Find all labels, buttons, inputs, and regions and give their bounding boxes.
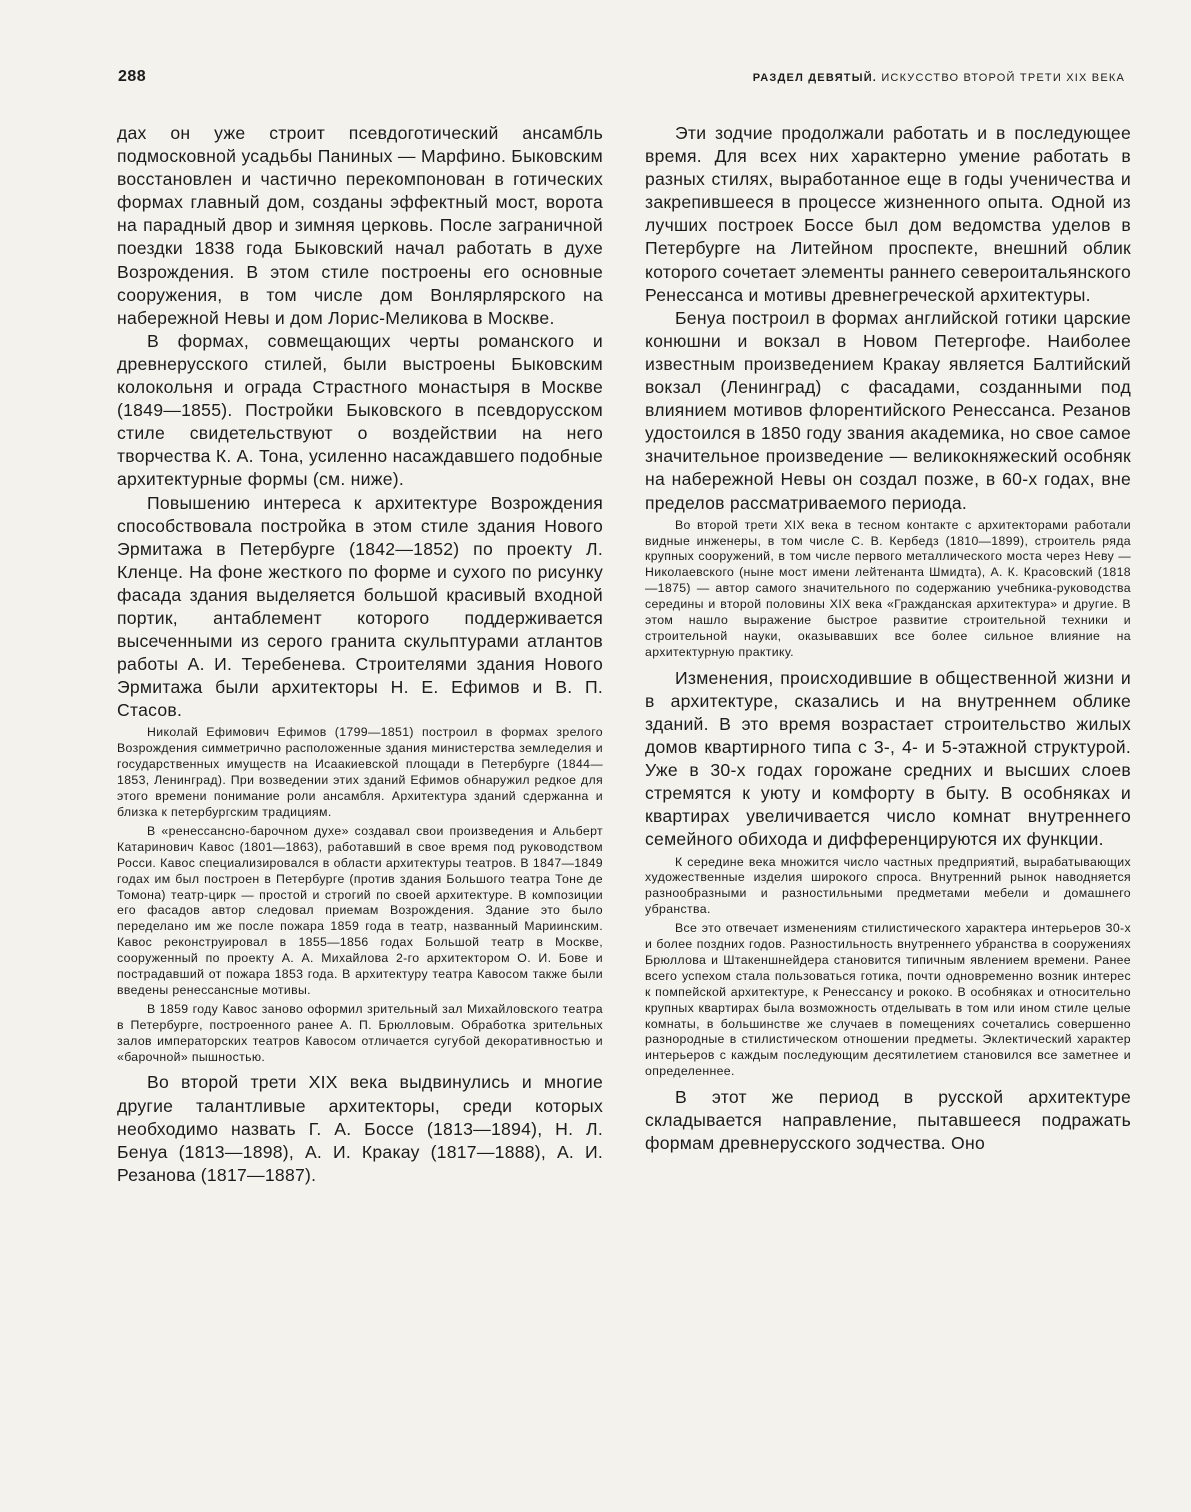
note-paragraph: Во второй трети XIX века в тесном контакте с архитекторами работали видные инженеры, в том числе С. В. Кербедз (1810—1899), строитель ряда крупных сооружений, в том числе первого металлического моста через Неву — Николаевского (ныне мост имени лейтенанта Шмидта), А. К. Красовский (1818—1875) — автор самого значительного по содержанию учебника-руководства середины и второй половины XIX века «Гражданская архитектура» и другие. В этом нашло выражение быстрое развитие строительной техники и строительной науки, оказывавших все более сильное влияние на архитектурную практику. xyxy=(645,517,1131,659)
running-head-section: РАЗДЕЛ ДЕВЯТЫЙ. xyxy=(752,72,878,84)
running-head-subtitle: ИСКУССТВО ВТОРОЙ ТРЕТИ XIX ВЕКА xyxy=(881,72,1125,84)
paragraph: В этот же период в русской архитектуре складывается направление, пытавшееся подражать формам древнерусского зодчества. Оно xyxy=(645,1087,1131,1154)
note-paragraph: Николай Ефимович Ефимов (1799—1851) построил в формах зрелого Возрождения симметрично расположенные здания министерства земледелия и государственных имуществ на Исаакиевской площади в Петербурге (1844—1853, Ленинград). При возведении этих зданий Ефимов обнаружил редкое для этого времени понимание роли ансамбля. Архитектура зданий сдержанна и близка к петербургским традициям. xyxy=(117,725,603,819)
paragraph: Бенуа построил в формах английской готики царские конюшни и вокзал в Новом Петергофе. Наиболее известным произведением Кракау является Балтийский вокзал (Ленинград) с фасадами, созданными под влиянием мотивов флорентийского Ренессанса. Резанов удостоился в 1850 году звания академика, но свое самое значительное произведение — великокняжеский особняк на набережной Невы он создал позже, в 60-х годах, вне пределов рассматриваемого периода. xyxy=(645,307,1131,513)
paragraph: Повышению интереса к архитектуре Возрождения способствовала постройка в этом стиле здания Нового Эрмитажа в Петербурге (1842—1852) по проекту Л. Кленце. На фоне жесткого по форме и сухого по рисунку фасада здания выделяется большой красивый входной портик, антаблемент которого поддерживается высеченными из серого гранита скульптурами атлантов работы А. И. Теребенева. Строителями здания Нового Эрмитажа были архитекторы Н. Е. Ефимов и В. П. Стасов. xyxy=(117,492,603,721)
note-paragraph: В «ренессансно-барочном духе» создавал свои произведения и Альберт Катаринович Кавос (1801—1863), работавший в свое время под руководством Росси. Кавос специализировался в области архитектуры театров. В 1847—1849 годах им был построен в Петербурге (против здания Большого театра Тоне де Томона) театр-цирк — простой и строгий по своей архитектуре. В композиции его фасадов автор следовал приемам Возрождения. Здание это было переделано им же после пожара 1859 года в театр, названный Мариинским. Кавос реконструировал в 1855—1856 годах Большой театр в Москве, сооруженный по проекту А. А. Михайлова 2-го архитектором О. И. Бове и пострадавший от пожара 1853 года. В архитектуру театра Кавосом также были введены ренессансные мотивы. xyxy=(117,823,603,997)
paragraph: Эти зодчие продолжали работать и в последующее время. Для всех них характерно умение работать в разных стилях, выработанное еще в годы ученичества и закрепившееся в процессе жизненного опыта. Одной из лучших построек Боссе был дом ведомства уделов в Петербурге на Литейном проспекте, внешний облик которого сочетает элементы раннего североитальянского Ренессанса и мотивы древнегреческой архитектуры. xyxy=(645,123,1131,305)
note-paragraph: К середине века множится число частных предприятий, вырабатывающих художественные изделия широкого спроса. Внутренний рынок наводняется разнообразными и разностильными предметами мебели и домашнего убранства. xyxy=(645,854,1131,917)
paragraph: В формах, совмещающих черты романского и древнерусского стилей, были выстроены Быковским колокольня и ограда Страстного монастыря в Москве (1849—1855). Постройки Быковского в псевдорусском стиле свидетельствуют о воздействии на него творчества К. А. Тона, усиленно насаждавшего подобные архитектурные формы (см. ниже). xyxy=(117,330,603,490)
left-column xyxy=(117,122,603,1187)
right-column xyxy=(645,122,1131,1155)
paragraph: дах он уже строит псевдоготический ансамбль подмосковной усадьбы Паниных — Марфино. Быковским восстановлен и частично перекомпонован в готических формах главный дом, созданы эффектный мост, ворота на парадный двор и зимняя церковь. После заграничной поездки 1838 года Быковский начал работать в духе Возрождения. В этом стиле построены его основные сооружения, в том числе дом Вонлярлярского на набережной Невы и дом Лорис-Меликова в Москве. xyxy=(117,123,603,328)
running-head xyxy=(753,72,1125,84)
page-number: 288 xyxy=(118,68,147,85)
note-paragraph: Все это отвечает изменениям стилистического характера интерьеров 30-х и более поздних годов. Разностильность внутреннего убранства в сооружениях Брюллова и Штакеншнейдера становится типичным явлением времени. Ранее всего успехом стала пользоваться готика, почти одновременно возник интерес к помпейской архитектуре, к Ренессансу и рококо. В особняках и относительно крупных квартирах была возможность отделывать в том или ином стиле целые комнаты, в большинстве же случаев в помещениях сочетались совершенно разнородные в стилистическом отношении предметы. Эклектический характер интерьеров с каждым последующим десятилетием становился все заметнее и определеннее. xyxy=(645,921,1131,1079)
note-paragraph: В 1859 году Кавос заново оформил зрительный зал Михайловского театра в Петербурге, построенного ранее А. П. Брюлловым. Обработка зрительных залов императорских театров Кавосом отличается сугубой декоративностью и «барочной» пышностью. xyxy=(117,1001,603,1064)
paragraph: Изменения, происходившие в общественной жизни и в архитектуре, сказались и на внутреннем облике зданий. В это время возрастает строительство жилых домов квартирного типа с 3-, 4- и 5-этажной структурой. Уже в 30-х годах горожане средних и высших слоев стремятся к уюту и комфорту в быту. В особняках и квартирах увеличивается число комнат внутреннего семейного обихода и дифференцируются их функции. xyxy=(645,667,1131,850)
paragraph: Во второй трети XIX века выдвинулись и многие другие талантливые архитекторы, среди которых необходимо назвать Г. А. Боссе (1813—1894), Н. Л. Бенуа (1813—1898), А. И. Кракау (1817—1888), А. И. Резанова (1817—1887). xyxy=(117,1072,603,1185)
